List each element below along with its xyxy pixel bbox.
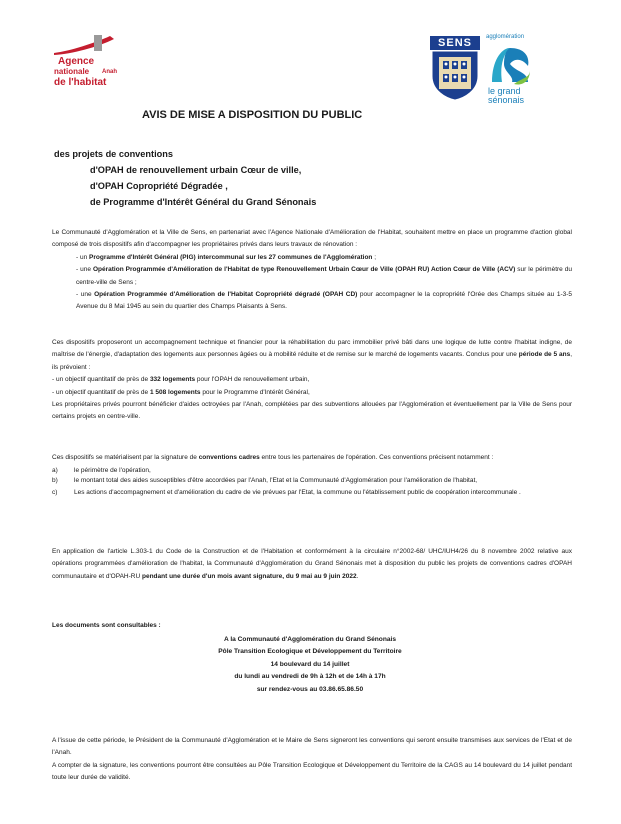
objective-pig-post: pour le Programme d'Intérêt Général, xyxy=(200,388,310,396)
consult-line-2: 14 boulevard du 14 juillet xyxy=(270,660,350,668)
convention-item-b xyxy=(52,476,572,485)
convention-item-b-letter: b) xyxy=(52,477,58,485)
intro-bullet-opah-cd-bold: Opération Programmée d'Amélioration de l'Habitat Copropriété dégradé (OPAH CD) xyxy=(94,291,358,299)
application-bold: pendant une durée d'un mois avant signature, du 9 mai au 9 juin 2022 xyxy=(141,572,357,580)
conventions-pre: Ces dispositifs se matérialisent par la signature de xyxy=(52,454,199,461)
conventions-paragraph xyxy=(52,452,572,464)
convention-item-c-letter: c) xyxy=(52,489,58,497)
anah-logo xyxy=(50,33,130,91)
grand-senonais-logo-line2: sénonais xyxy=(488,95,525,105)
project-line-2: d'OPAH Copropriété Dégradée , xyxy=(90,181,228,191)
anah-logo-line3: de l'habitat xyxy=(54,77,107,88)
anah-swoosh-icon xyxy=(50,33,130,57)
intro-bullet-pig-bold: Programme d'Intérêt Général (PIG) intercommunal sur les 27 communes de l'Agglomération xyxy=(89,253,373,261)
conventions-bold: conventions cadres xyxy=(198,454,260,461)
dispositifs-paragraph xyxy=(52,337,572,374)
consult-heading xyxy=(52,620,572,632)
project-line-3: de Programme d'Intérêt Général du Grand Sénonais xyxy=(90,197,317,207)
intro-bullet-opah-cd-pre: - une xyxy=(76,291,95,299)
intro-bullet-opah-ru xyxy=(52,264,572,289)
consult-line-0: A la Communauté d'Agglomération du Grand Sénonais xyxy=(223,636,397,643)
consult-line-4: sur rendez-vous au 03.86.65.86.50 xyxy=(256,685,364,693)
conventions-section xyxy=(52,452,572,497)
consult-address-block xyxy=(150,634,470,696)
project-line-0: des projets de conventions xyxy=(54,149,173,159)
objective-opah-ru-bold: 332 logements xyxy=(149,376,196,384)
objective-pig-pre: - un objectif quantitatif de près de xyxy=(52,388,150,396)
application-section xyxy=(52,546,572,583)
convention-item-c xyxy=(52,488,572,497)
aides-paragraph: Les propriétaires privés pourront bénéficier d'aides octroyées par l'Anah, complétées par des subventions allouées par l'Agglomération et éventuellement par la Ville de Sens pour certains projets en centre-ville. xyxy=(52,401,572,421)
objective-opah-ru-pre: - un objectif quantitatif de près de xyxy=(52,376,150,384)
closing-section xyxy=(52,735,572,785)
objective-pig xyxy=(52,387,572,399)
convention-item-b-text: le montant total des aides susceptibles d'être accordées par l'Anah, l'Etat et la Communauté d'Agglomération pour l'amélioration de l'habitat, xyxy=(74,477,478,485)
objective-pig-bold: 1 508 logements xyxy=(149,388,201,396)
conventions-post: entre tous les partenaires de l'opération. Ces conventions précisent notamment : xyxy=(259,454,494,461)
intro-bullet-pig-post: ; xyxy=(372,253,377,261)
intro-paragraph: Le Communauté d'Agglomération et la Ville de Sens, en partenariat avec l'Agence Nationale d'Amélioration de l'Habitat, souhaitent mettre en place un programme d'action global composé de trois dispositifs afin d'accompagner les propriétaires privés dans leurs travaux de rénovation : xyxy=(52,229,572,249)
page-title: AVIS DE MISE A DISPOSITION DU PUBLIC xyxy=(142,109,363,121)
objective-opah-ru-post: pour l'OPAH de renouvellement urbain, xyxy=(195,376,310,384)
application-pre: En application de l'article L.303-1 du Code de la Construction et de l'Habitation et conformément à la circulaire n°2002-68/ UHC/IUH4/26 du 8 novembre 2002 relative aux opérations programmées d'amélioration de l'habitat, la Communauté d'Agglomération du Grand Sénonais met à disposition du public les projets de conventions cadres d'OPAH communautaire et d'OPAH-RU xyxy=(52,548,572,580)
project-line-1: d'OPAH de renouvellement urbain Cœur de ville, xyxy=(90,165,302,175)
intro-bullet-pig xyxy=(52,252,572,264)
grand-senonais-logo-line1: le grand xyxy=(488,86,521,96)
sens-coat-of-arms-icon xyxy=(430,50,480,100)
grand-senonais-logo-top: agglomération xyxy=(486,34,525,40)
convention-item-a-letter: a) xyxy=(52,467,58,475)
convention-item-c-text: Les actions d'accompagnement et d'amélioration du cadre de vie prévues par l'Etat, la commune ou l'établissement public de coopération intercommunale . xyxy=(74,489,521,497)
sens-logo-word: SENS xyxy=(430,36,480,50)
grand-senonais-logo xyxy=(486,34,538,104)
application-post: . xyxy=(356,572,359,580)
sens-logo xyxy=(430,36,480,100)
convention-item-a xyxy=(52,466,572,476)
intro-bullet-opah-ru-bold: Opération Programmée d'Amélioration de l'Habitat de type Renouvellement Urbain Cœur de Ville (OPAH RU) Action Cœur de Ville (ACV) xyxy=(92,266,516,274)
dispositifs-section xyxy=(52,337,572,424)
intro-bullet-opah-ru-pre: - une xyxy=(76,266,93,274)
dispositifs-pre: Ces dispositifs proposeront un accompagnement technique et financier pour la réhabilitation du parc immobilier privé bâti dans une logique de lutte contre l'habitat indigne, de maîtrise de l'énergie, d'adaptation des logements aux personnes âgées ou à mobilité réduite et de remise sur le marché de logements vacants. Conclus pour une xyxy=(52,339,572,359)
application-paragraph xyxy=(52,546,572,583)
intro-bullet-opah-ru-post: sur le périmètre du centre-ville de Sens ; xyxy=(76,266,572,286)
anah-logo-small: Anah xyxy=(102,69,117,75)
intro-bullet-opah-cd-post: pour accompagner le la copropriété l'Orée des Champs située au 1-3-5 Avenue du 8 Mai 1945 au sein du quartier des Champs Plaisants à Sens. xyxy=(76,291,573,311)
dispositifs-post: , ils prévoient : xyxy=(52,351,573,371)
dispositifs-bold: période de 5 ans xyxy=(518,351,571,359)
consult-line-3: du lundi au vendredi de 9h à 12h et de 14h à 17h xyxy=(234,673,386,681)
intro-bullet-opah-cd xyxy=(52,289,572,314)
intro-bullet-pig-pre: - un xyxy=(76,253,90,261)
consult-heading-text: Les documents sont consultables : xyxy=(52,622,161,629)
anah-logo-line1: Agence xyxy=(58,56,95,67)
anah-logo-line2: nationale xyxy=(54,67,90,76)
objective-opah-ru xyxy=(52,374,572,386)
closing-paragraph-2: A compter de la signature, les conventions pourront être consultées au Pôle Transition Ecologique et Développement du Territoire de la CAGS au 14 boulevard du 14 juillet pendant toute leur durée de validité. xyxy=(52,761,572,782)
closing-paragraph-1: A l'issue de cette période, le Président de la Communauté d'Agglomération et le Maire de Sens signeront les conventions qui seront ensuite transmises aux services de l'Etat et de l'Anah. xyxy=(52,737,572,757)
intro-section xyxy=(52,227,572,314)
consult-line-1: Pôle Transition Ecologique et Développement du Territoire xyxy=(218,648,402,656)
grand-senonais-as-icon xyxy=(488,42,532,86)
convention-item-a-text: le périmètre de l'opération, xyxy=(74,467,151,475)
